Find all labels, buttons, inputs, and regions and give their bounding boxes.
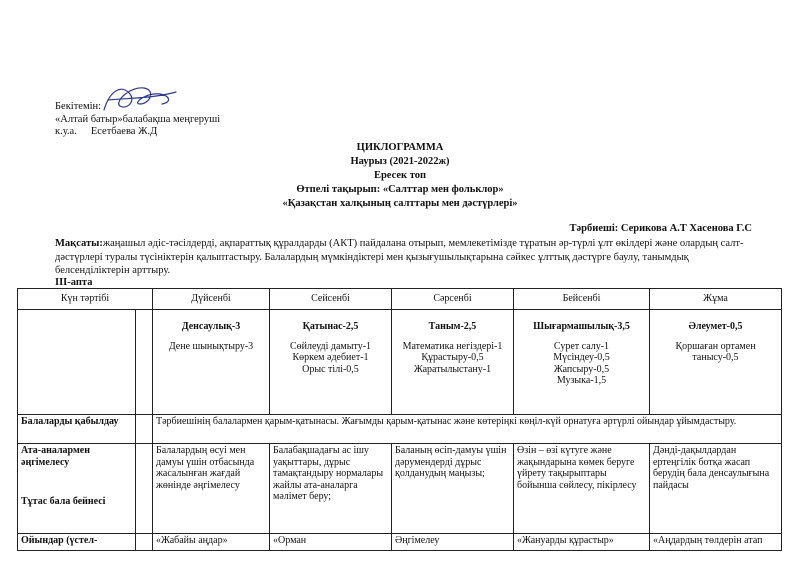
goal-label: Мақсаты: [55,238,103,249]
greeting-spacer-cell [136,415,153,444]
signature-image [100,80,180,118]
document-subtheme: «Қазақстан халқының салттары мен дәстүрлері» [282,198,518,209]
teachers-line: Тәрбиеші: Серикова А.Т Хасенова Г.С [569,223,752,234]
area-item: Құрастыру-0,5 [421,352,484,363]
approval-line-3 [55,126,220,139]
approval-role: к.у.а. [55,126,77,137]
area-item: Орыс тілі-0,5 [302,363,359,375]
header-schedule: Күн тәртібі [18,289,153,310]
cyclogram-table [17,288,782,551]
area-item: Көркем әдебиет-1 [292,352,369,363]
games-spacer-cell [136,534,153,551]
area-item: Сурет салу-1 [553,340,610,352]
area-title: Әлеумет-0,5 [688,321,743,332]
header-wednesday: Сәрсенбі [392,289,514,310]
parents-cell-tuesday: Балабақшадағы ас ішу уақыттары, дұрыс тамақтандыру нормалары жайлы ата-аналарга мәлімет беру; [270,444,392,534]
area-title: Денсаулық-3 [181,321,241,332]
document-group: Ересек топ [373,170,427,181]
greeting-row [18,415,782,444]
games-label: Ойындар (үстел- [18,534,136,551]
area-cell-wednesday [392,310,514,415]
header-tuesday: Сейсенбі [270,289,392,310]
area-cell-friday [650,310,782,415]
area-item: Жапсыру-0,5 [553,363,610,375]
area-item: Жаратылыстану-1 [413,363,492,375]
parents-spacer-cell [136,444,153,534]
parents-cell-thursday: Өзін – өзі күтуге және жақындарына көмек беруге үйрету тақырыптары бойынша сөйлесу, пікірлесу [514,444,650,534]
parents-cell-friday: Дәнді-дақылдардан ертеңгілік ботқа жасап берудің бала денсаулығына пайдасы [650,444,782,534]
games-cell-friday: «Аңдардың төлдерін атап [650,534,782,551]
greeting-label: Балаларды қабылдау [18,415,136,444]
header-thursday: Бейсенбі [514,289,650,310]
header-monday: Дүйсенбі [153,289,270,310]
area-item: Мүсіндеу-0,5 [553,352,610,363]
games-cell-tuesday: «Орман [270,534,392,551]
area-item: Қоршаған ортамен танысу-0,5 [675,340,756,363]
area-item: Сөйлеуді дамыту-1 [289,340,372,352]
goal-paragraph [55,237,755,278]
goal-text: жаңашыл әдіс-тәсілдерді, ақпараттық құралдарды (АКТ) пайдалана отырып, мемлекетімізде тұратын әр-түрлі ұлт өкілдері және олардың салт-дәстүрлері туралы түсініктерін қалыптастыру. Балалардың мүмкіндіктері мен қызығушылықтарына сәйкес ұлттық дәстүрге баулу, танымдық белсенділіктерін арттыру. [55,238,744,276]
document-title: ЦИКЛОГРАММА [356,142,444,153]
games-cell-monday: «Жабайы аңдар» [153,534,270,551]
parents-row [18,444,782,534]
parents-label: Ата-аналармен әңгімелесу [21,445,90,468]
areas-spacer-cell [136,310,153,415]
games-cell-wednesday: Әңгімелеу [392,534,514,551]
education-areas-row [18,310,782,415]
area-cell-tuesday [270,310,392,415]
approval-head-name: Есетбаева Ж.Д [90,126,158,137]
area-title: Қатынас-2,5 [302,321,359,332]
area-item: Музыка-1,5 [556,375,607,386]
header-row [18,289,782,310]
greeting-text: Тәрбиешінің балалармен қарым-қатынасы. Жағымды қарым-қатынас және көтеріңкі көңіл-күй орнатуға әртүрлі ойындар ұйымдастыру. [153,415,782,444]
approval-line-2: «Алтай батыр»балабақша меңгеруші [55,113,221,125]
whole-child-label: Тұтас бала бейнесі [21,496,106,507]
approval-line-1: Бекітемін: [55,101,102,112]
header-friday: Жұма [650,289,782,310]
area-item: Дене шынықтыру-3 [168,340,254,352]
area-title: Таным-2,5 [428,321,477,332]
document-theme: Өтпелі тақырып: «Салттар мен фольклор» [296,184,504,195]
area-cell-thursday [514,310,650,415]
week-label: III-апта [55,277,93,288]
area-item: Математика негіздері-1 [402,340,503,352]
document-month: Наурыз (2021-2022ж) [350,156,450,167]
games-cell-thursday: «Жануарды құрастыр» [514,534,650,551]
area-title: Шығармашылық-3,5 [533,321,630,332]
parents-cell-wednesday: Баланың өсіп-дамуы үшін дәрумендерді дұрыс қолданудың маңызы; [392,444,514,534]
games-row [18,534,782,551]
area-cell-monday [153,310,270,415]
parents-cell-monday: Балалардың өсуі мен дамуы үшін отбасында жасалынған жағдай жөнінде әңгімелесу [153,444,270,534]
areas-label-cell [18,310,136,415]
parents-label-cell [18,444,136,534]
